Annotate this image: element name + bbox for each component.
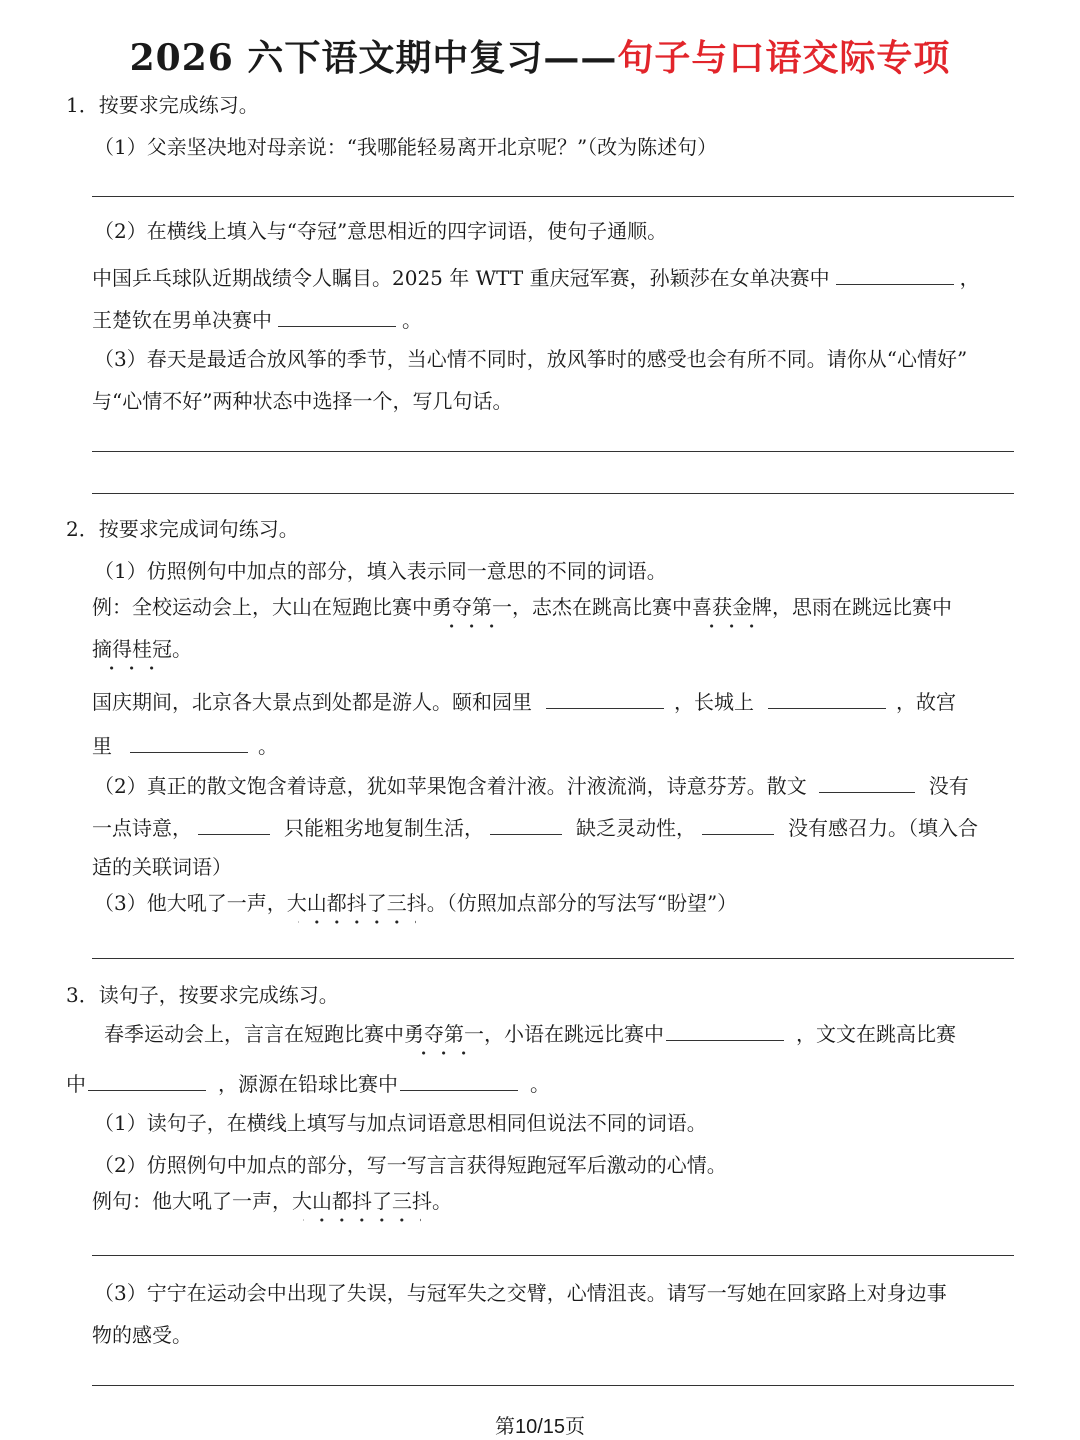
q3-heading: 3．读句子，按要求完成练习。: [66, 983, 339, 1007]
q2-fill-d: 里: [92, 734, 112, 758]
q2-p2-f: 没有感召力。（填入合: [788, 816, 978, 840]
q2-p3-b: 。（仿照加点部分的写法写“盼望”）: [426, 891, 738, 915]
q2-fill-line1: [92, 686, 956, 715]
q3-sentence-line1: [104, 1018, 956, 1047]
q3-s-e: ，源源在铅球比赛中: [218, 1072, 398, 1096]
q2-p2-a: （2）真正的散文饱含着诗意，犹如苹果饱含着汁液。汁液流淌，诗意芬芳。散文: [94, 774, 807, 798]
q2-example: [92, 594, 952, 620]
q3-s-c: ，文文在跳高比赛: [796, 1022, 956, 1046]
q2-heading: 2．按要求完成词句练习。: [66, 517, 299, 541]
q2-p2-d: 只能粗劣地复制生活，: [284, 816, 484, 840]
q3-p2-answer-line[interactable]: [92, 1255, 1014, 1256]
q2-fill-a: 国庆期间，北京各大景点到处都是游人。颐和园里: [92, 690, 532, 714]
q2-ex-dotted-2: 喜获金牌: [692, 595, 772, 619]
q3-p1: （1）读句子，在横线上填写与加点词语意思相同但说法不同的词语。: [94, 1111, 707, 1135]
page-title: [0, 30, 1080, 81]
q2-p2-e: 缺乏灵动性，: [576, 816, 696, 840]
q1-p2-line2-end: 。: [402, 308, 422, 332]
q3-s-d: 中: [66, 1072, 86, 1096]
q2-blank-3[interactable]: [130, 730, 248, 753]
q2-p2-line1: [94, 770, 969, 799]
q2-fill-c: ，故宫: [896, 690, 956, 714]
q1-p2-line1-end: ，: [959, 266, 980, 290]
q1-p1: （1）父亲坚决地对母亲说：“我哪能轻易离开北京呢？”（改为陈述句）: [94, 135, 718, 159]
q3-ex-a: 例句：他大吼了一声，: [92, 1189, 292, 1213]
q1-heading: 1．按要求完成练习。: [66, 93, 259, 117]
q3-blank-2[interactable]: [88, 1068, 206, 1091]
q2-example-line2: [92, 636, 192, 662]
q2-p2-line2: [92, 812, 978, 841]
q3-p3-line1: （3）宁宁在运动会中出现了失误，与冠军失之交臂，心情沮丧。请写一写她在回家路上对身边事: [94, 1281, 947, 1305]
q1-blank-2[interactable]: [278, 304, 396, 327]
q2-p3-a: （3）他大吼了一声，: [94, 891, 287, 915]
q2-blank-1[interactable]: [546, 686, 664, 709]
q2-ex-b: ，志杰在跳高比赛中: [512, 595, 692, 619]
q3-s-b: ，小语在跳远比赛中: [484, 1022, 664, 1046]
q3-example: [92, 1188, 452, 1214]
q2-blank-2[interactable]: [768, 686, 886, 709]
q1-blank-1[interactable]: [836, 262, 954, 285]
q2-p2-line3: 适的关联词语）: [92, 855, 232, 879]
q2-blank-7[interactable]: [702, 812, 774, 835]
q2-p2-b: 没有: [928, 774, 969, 798]
q3-p3-answer-line[interactable]: [92, 1385, 1014, 1386]
q2-p3-answer-line[interactable]: [92, 958, 1014, 959]
title-highlight: 句子与口语交际专项: [617, 37, 951, 79]
q2-blank-6[interactable]: [490, 812, 562, 835]
q3-s-dotted: 勇夺第一: [404, 1022, 484, 1046]
q2-ex-c: ，思雨在跳远比赛中: [772, 595, 952, 619]
q2-p3-dotted: 大山都抖了三抖: [286, 891, 427, 915]
q3-ex-dotted: 大山都抖了三抖: [292, 1189, 432, 1213]
q1-p2-line2: [92, 304, 422, 333]
q1-p2-line1: [92, 262, 980, 291]
q2-blank-5[interactable]: [198, 812, 270, 835]
q3-s-f: 。: [530, 1072, 550, 1096]
q3-blank-1[interactable]: [666, 1018, 784, 1041]
q2-ex-a: 例：全校运动会上，大山在短跑比赛中: [92, 595, 432, 619]
q1-p3-line2: 与“心情不好”两种状态中选择一个，写几句话。: [92, 389, 513, 413]
q2-p2-c: 一点诗意，: [92, 816, 192, 840]
q1-p3-answer-line-1[interactable]: [92, 451, 1014, 452]
q3-p2: （2）仿照例句中加点的部分，写一写言言获得短跑冠军后激动的心情。: [94, 1153, 727, 1177]
title-main: 2026 六下语文期中复习——: [129, 37, 618, 79]
page-number: 第10/15页: [494, 1416, 586, 1438]
q3-ex-b: 。: [432, 1189, 452, 1213]
q2-ex-dotted-3: 摘得桂冠: [92, 637, 172, 661]
q1-p2: （2）在横线上填入与“夺冠”意思相近的四字词语，使句子通顺。: [94, 219, 668, 243]
q1-p3-line1: （3）春天是最适合放风筝的季节，当心情不同时，放风筝时的感受也会有所不同。请你从“心情好”: [94, 347, 968, 371]
q1-p1-answer-line[interactable]: [92, 196, 1014, 197]
q3-sentence-line2: [66, 1068, 550, 1097]
q2-fill-b: ，长城上: [674, 690, 754, 714]
q1-p2-line1-text: 中国乒乓球队近期战绩令人瞩目。2025 年 WTT 重庆冠军赛，孙颖莎在女单决赛中: [92, 266, 830, 290]
q1-p2-line2-text: 王楚钦在男单决赛中: [92, 308, 272, 332]
q2-ex-end: 。: [172, 637, 192, 661]
q2-blank-4[interactable]: [819, 770, 915, 793]
q2-p1: （1）仿照例句中加点的部分，填入表示同一意思的不同的词语。: [94, 559, 667, 583]
q2-fill-line2: [92, 730, 278, 759]
q3-s-a: 春季运动会上，言言在短跑比赛中: [104, 1022, 404, 1046]
q3-p3-line2: 物的感受。: [92, 1323, 192, 1347]
q2-fill-e: 。: [258, 734, 278, 758]
q2-p3: [94, 890, 737, 916]
q3-blank-3[interactable]: [400, 1068, 518, 1091]
q2-ex-dotted-1: 勇夺第一: [432, 595, 512, 619]
q1-p3-answer-line-2[interactable]: [92, 493, 1014, 494]
